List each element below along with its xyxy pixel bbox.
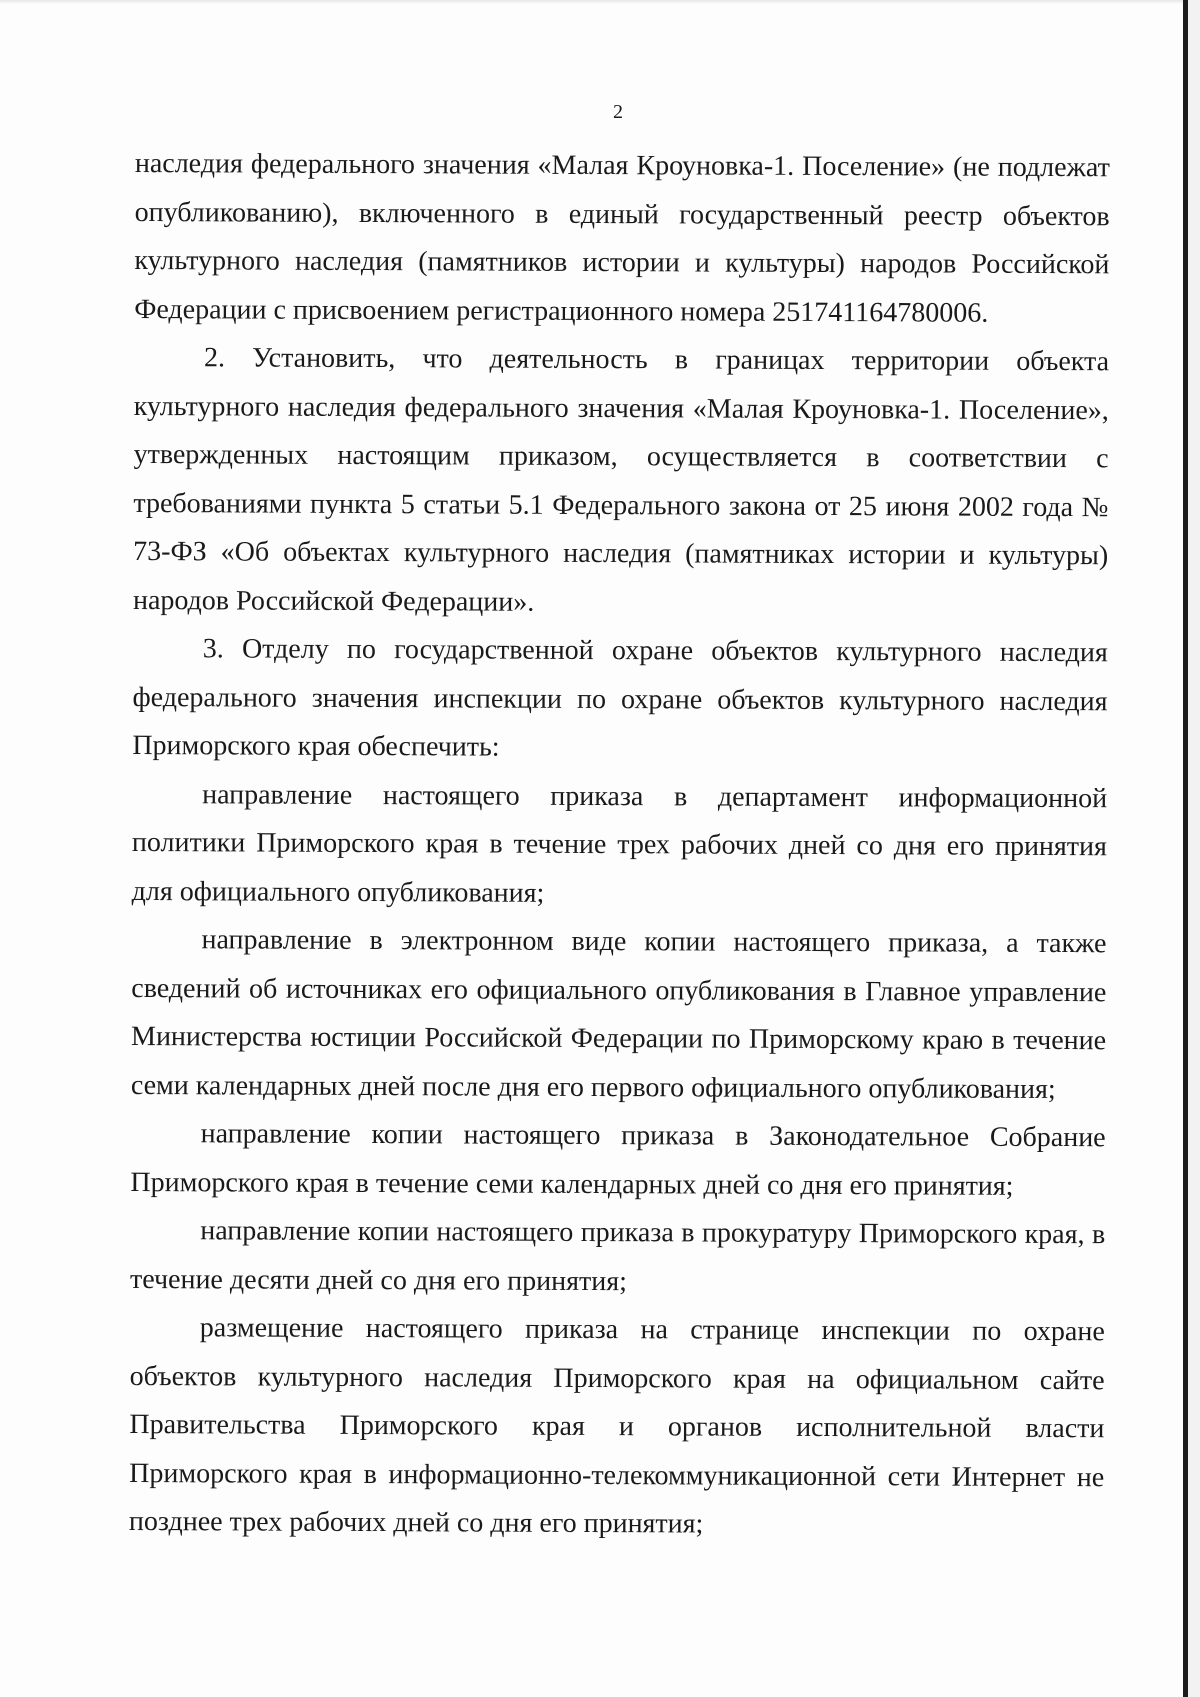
paragraph-subitem-prosecutor: направление копии настоящего приказа в прокуратуру Приморского края, в течение десяти дней со дня его принятия; [129,1215,1106,1297]
document-body [129,140,1110,1551]
paragraph-subitem-publication: направление настоящего приказа в департамент информационной политики Приморского края в течение трех рабочих дней со дня его принятия для официального опубликования; [131,778,1108,909]
page-number: 2 [613,101,623,123]
scan-edge-line [1183,0,1188,1697]
paragraph-subitem-legislative-assembly: направление копии настоящего приказа в Законодательное Собрание Приморского края в течение семи календарных дней со дня его принятия; [130,1118,1106,1202]
scan-top-shadow [0,0,1200,4]
paragraph-item-3: 3. Отделу по государственной охране объектов культурного наследия федерального значения инспекции по охране объектов культурного наследия Приморского края обеспечить: [132,633,1108,763]
paragraph-item-2: 2. Установить, что деятельность в границах территории объекта культурного наследия федерального значения «Малая Кроуновка-1. Поселение», утвержденных настоящим приказом, осуществляется в соответствии с требованиями пункта 5 статьи 5.1 Федерального закона от 25 июня 2002 года № 73-ФЗ «Об объектах культурного наследия (памятниках истории и культуры) народов Российской Федерации». [132,342,1110,618]
paragraph-continuation: наследия федерального значения «Малая Кроуновка-1. Поселение» (не подлежат опубликованию), включенного в единый государственный реестр объектов культурного наследия (памятников истории и культуры) народов Российской Федерации с присвоением регистрационного номера 251741164780006. [134,147,1110,329]
paragraph-subitem-website: размещение настоящего приказа на странице инспекции по охране объектов культурного наследия Приморского края на официальном сайте Правительства Приморского края и органов исполнительной власти Приморского края в информационно-телекоммуникационной сети Интернет не позднее трех рабочих дней со дня его принятия; [128,1312,1105,1540]
paragraph-subitem-ministry-justice: направление в электронном виде копии настоящего приказа, а также сведений об источниках его официального опубликования в Главное управление Министерства юстиции Российской Федерации по Приморскому краю в течение семи календарных дней после дня его первого официального опубликования; [130,924,1107,1105]
scan-edge-margin [1188,0,1200,1697]
